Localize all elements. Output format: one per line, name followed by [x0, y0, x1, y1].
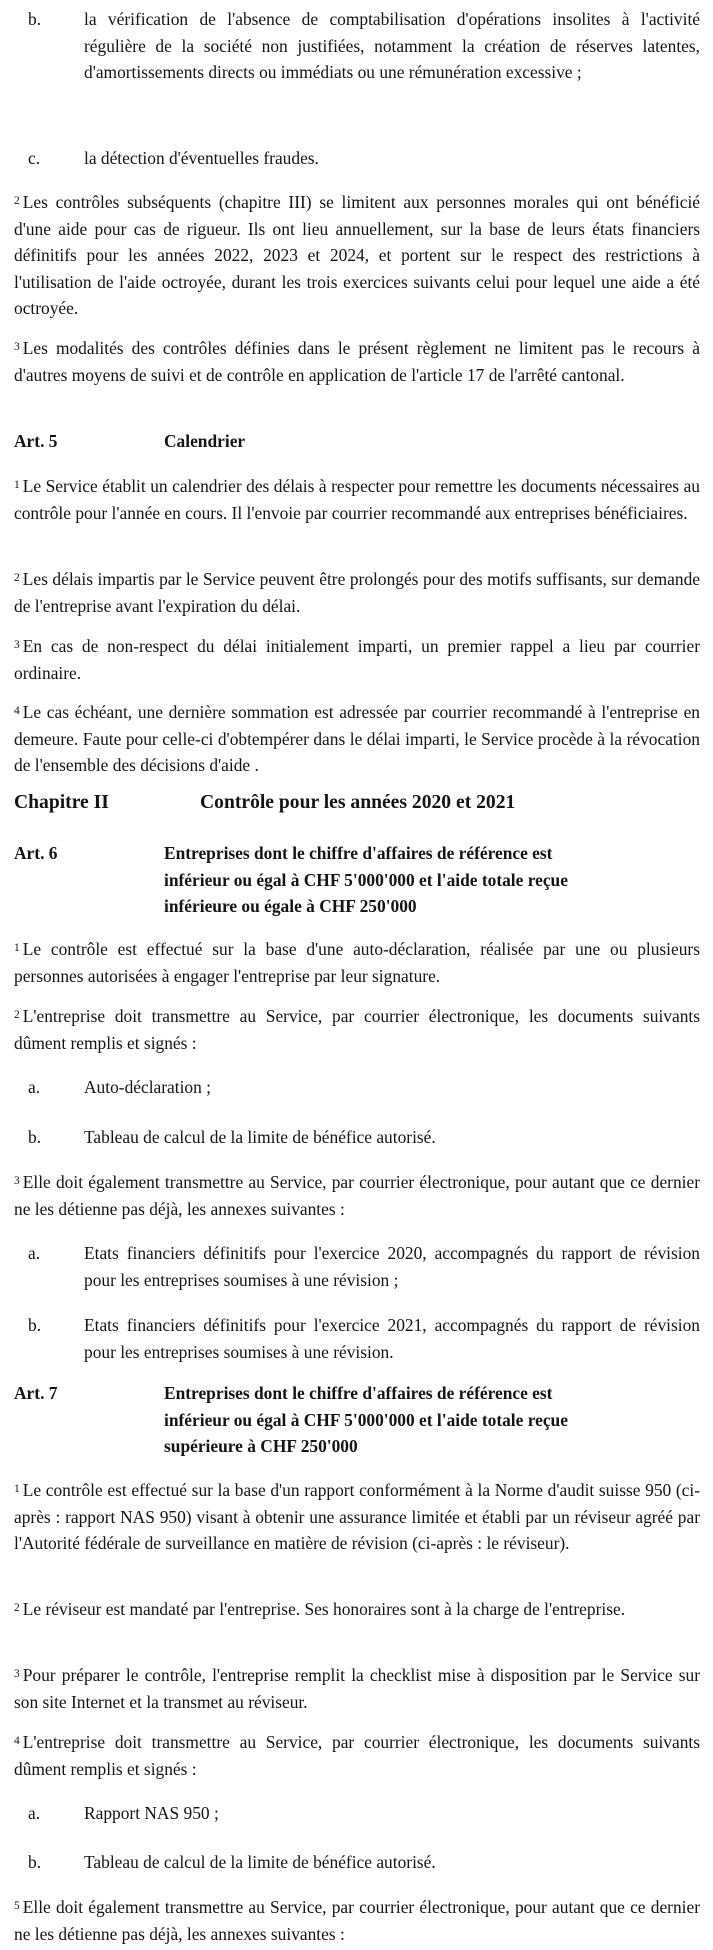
paragraph-text: Les contrôles subséquents (chapitre III) se limitent aux personnes morales qui ont bénéficié d'une aide pour cas de rigueur. Ils ont lieu annuellement, sur la base de leurs états financiers définitifs pour les années 2022, 2023 et 2024, et portent sur le respect des restrictions à l'utilisation de l'aide octroyée, durant les trois exercices suivants celui pour lequel une aide a été octroyée. — [14, 192, 700, 319]
paragraph-number: 5 — [14, 1900, 20, 1912]
list-marker: b. — [28, 1852, 42, 1872]
paragraph-number: 1 — [14, 1483, 20, 1495]
list-marker: c. — [28, 148, 41, 168]
paragraph-number: 3 — [14, 1668, 20, 1680]
paragraph-number: 1 — [14, 942, 20, 954]
paragraph-number: 2 — [14, 1009, 20, 1021]
paragraph-text: Elle doit également transmettre au Service, par courrier électronique, pour autant que ce dernier ne les détienne pas déjà, les annexes suivantes : — [14, 1172, 700, 1219]
list-item-text: Auto-déclaration ; — [84, 1077, 211, 1097]
article-number: Art. 7 — [14, 1383, 58, 1403]
paragraph — [14, 1894, 700, 1947]
paragraph — [14, 1662, 700, 1715]
paragraph — [14, 1169, 700, 1222]
paragraph-text: Le contrôle est effectué sur la base d'un rapport conformément à la Norme d'audit suisse 950 (ci-après : rapport NAS 950) visant à obtenir une assurance limitée et établi par un réviseur agréé par l'Autorité fédérale de surveillance en matière de révision (ci-après : le réviseur). — [14, 1480, 700, 1554]
list-marker: a. — [28, 1803, 41, 1823]
paragraph-number: 1 — [14, 479, 20, 491]
paragraph-number: 3 — [14, 639, 20, 651]
paragraph — [14, 936, 700, 989]
paragraph — [14, 473, 700, 526]
paragraph — [14, 1596, 700, 1623]
paragraph-number: 2 — [14, 195, 20, 207]
list-item-text: Etats financiers définitifs pour l'exercice 2021, accompagnés du rapport de révision pour les entreprises soumises à une révision. — [84, 1315, 700, 1362]
paragraph — [14, 699, 700, 779]
list-marker: b. — [28, 9, 42, 29]
paragraph-number: 4 — [14, 705, 20, 717]
list-item-text: Tableau de calcul de la limite de bénéfice autorisé. — [84, 1852, 436, 1872]
list-item-text: Rapport NAS 950 ; — [84, 1803, 219, 1823]
list-item-text: la vérification de l'absence de comptabilisation d'opérations insolites à l'activité régulière de la société non justifiées, notamment la création de réserves latentes, d'amortissements directs ou immédiats ou une rémunération excessive ; — [84, 9, 700, 83]
paragraph-number: 2 — [14, 572, 20, 584]
chapter-number: Chapitre II — [14, 792, 109, 813]
paragraph — [14, 1729, 700, 1782]
paragraph — [14, 189, 700, 322]
paragraph-text: Pour préparer le contrôle, l'entreprise remplit la checklist mise à disposition par le Service sur son site Internet et la transmet au réviseur. — [14, 1665, 700, 1712]
article-title: Entreprises dont le chiffre d'affaires de référence est inférieur ou égal à CHF 5'000'000 et l'aide totale reçue inférieure ou égale à CHF 250'000 — [164, 843, 568, 917]
paragraph-text: Le contrôle est effectué sur la base d'une auto-déclaration, réalisée par une ou plusieurs personnes autorisées à engager l'entreprise par leur signature. — [14, 939, 700, 986]
article-number: Art. 5 — [14, 431, 58, 451]
paragraph-text: L'entreprise doit transmettre au Service, par courrier électronique, les documents suivants dûment remplis et signés : — [14, 1006, 700, 1053]
paragraph — [14, 566, 700, 619]
list-item-text: la détection d'éventuelles fraudes. — [84, 148, 319, 168]
list-item-text: Tableau de calcul de la limite de bénéfice autorisé. — [84, 1127, 436, 1147]
paragraph-text: Elle doit également transmettre au Service, par courrier électronique, pour autant que ce dernier ne les détienne pas déjà, les annexes suivantes : — [14, 1897, 700, 1944]
paragraph-number: 3 — [14, 341, 20, 353]
paragraph-text: Les modalités des contrôles définies dans le présent règlement ne limitent pas le recours à d'autres moyens de suivi et de contrôle en application de l'article 17 de l'arrêté cantonal. — [14, 338, 700, 385]
paragraph-text: Le cas échéant, une dernière sommation est adressée par courrier recommandé à l'entreprise en demeure. Faute pour celle-ci d'obtempérer dans le délai imparti, le Service procède à la révocation de l'ensemble des décisions d'aide . — [14, 702, 700, 776]
list-marker: a. — [28, 1243, 41, 1263]
list-item-text: Etats financiers définitifs pour l'exercice 2020, accompagnés du rapport de révision pour les entreprises soumises à une révision ; — [84, 1243, 700, 1290]
paragraph-text: Le Service établit un calendrier des délais à respecter pour remettre les documents nécessaires au contrôle pour l'année en cours. Il l'envoie par courrier recommandé aux entreprises bénéficiaires. — [14, 476, 700, 523]
paragraph — [14, 335, 700, 388]
article-number: Art. 6 — [14, 843, 58, 863]
article-title: Entreprises dont le chiffre d'affaires de référence est inférieur ou égal à CHF 5'000'000 et l'aide totale reçue supérieure à CHF 250'000 — [164, 1383, 568, 1457]
list-marker: a. — [28, 1077, 41, 1097]
chapter-title: Contrôle pour les années 2020 et 2021 — [200, 792, 516, 813]
paragraph — [14, 1477, 700, 1557]
list-marker: b. — [28, 1315, 42, 1335]
paragraph-text: L'entreprise doit transmettre au Service, par courrier électronique, les documents suivants dûment remplis et signés : — [14, 1732, 700, 1779]
paragraph-text: En cas de non-respect du délai initialement imparti, un premier rappel a lieu par courrier ordinaire. — [14, 636, 700, 683]
paragraph-text: Le réviseur est mandaté par l'entreprise. Ses honoraires sont à la charge de l'entreprise. — [22, 1599, 626, 1619]
paragraph-number: 3 — [14, 1175, 20, 1187]
paragraph-number: 2 — [14, 1602, 20, 1614]
paragraph-number: 4 — [14, 1735, 20, 1747]
paragraph — [14, 1003, 700, 1056]
article-title: Calendrier — [164, 431, 246, 451]
paragraph — [14, 633, 700, 686]
paragraph-text: Les délais impartis par le Service peuvent être prolongés pour des motifs suffisants, sur demande de l'entreprise avant l'expiration du délai. — [14, 569, 700, 616]
list-marker: b. — [28, 1127, 42, 1147]
